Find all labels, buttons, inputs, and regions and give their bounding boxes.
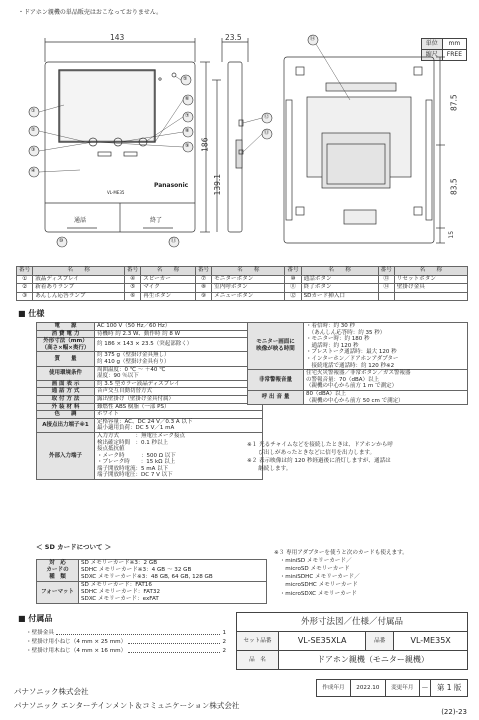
table-row <box>37 380 263 388</box>
table-row <box>37 432 263 479</box>
table-row: ① 液晶ディスプレイ ④ スピーカー ⑦ モニターボタン ⑩ 通話ボタン ⑬ リセットボタン <box>17 275 468 284</box>
table-row <box>37 418 263 432</box>
table-row: フォーマット SD メモリーカード：FAT16 SDHC メモリーカード：FAT32 SDXC メモリーカード：exFAT <box>37 581 267 603</box>
changed-value: ― <box>419 680 430 697</box>
table-row: ② 新着ありランプ ⑤ マイク ⑧ 室内呼ボタン ⑪ 終了ボタン ⑭ 壁掛け金具 <box>17 284 468 293</box>
spec-value: 難燃性 ABS 樹脂（一部 PS） <box>95 403 263 411</box>
callout-6: ⑥ <box>185 96 190 102</box>
unit-label: 単位 <box>421 39 442 50</box>
company-name-1: パナソニック株式会社 <box>14 687 89 696</box>
list-item: ・壁掛金具 1 <box>26 630 226 636</box>
spec-key: モニター画面に 映像が映る時間 <box>248 323 304 370</box>
table-row <box>37 330 263 338</box>
spec-value: 80（dBA）以上 （親機の中心から前方 50 cm で測定） <box>304 390 468 404</box>
list-item: ・壁掛け用小ねじ（4 mm × 25 mm） 2 <box>26 638 226 645</box>
dim-depth: 23.5 <box>225 33 242 42</box>
spec-value: 約 3.5 型カラー液晶ディスプレイ <box>95 380 263 388</box>
table-row <box>248 323 468 370</box>
callout-8: ⑧ <box>185 128 190 134</box>
brand-logo: Panasonic <box>154 182 189 189</box>
spec-key: 外部入力端子 <box>37 432 95 479</box>
callout-10: ⑩ <box>59 238 64 244</box>
sd-title: ＜ SD カードについて ＞ <box>36 543 112 551</box>
document-number: (22)-23 <box>441 708 467 716</box>
spec-value: 定格容量：AC、DC 24 V／0.3 A 以下 最小適用負荷：DC 5 V／1 mA <box>95 418 263 432</box>
table-row <box>37 366 263 380</box>
spec-value: 入力方式 ：無電圧メーク接点 検出確定時間 ：0.1 秒以上 接点抵抗値 ・メーク時 ：500 Ω 以下 ・ブレーク時 ：15 kΩ 以上 端子開放時電流：5 mA 以下 端子開放時電圧：DC 7 V 以下 <box>95 432 263 479</box>
dim-width: 143 <box>110 33 125 42</box>
unit-value: mm <box>442 39 466 50</box>
changed-label: 変更年月 <box>385 680 419 697</box>
spec-value: 待機時 約 2.3 W、動作時 約 8 W <box>95 330 263 338</box>
accessories-title: ■ 付属品 <box>18 614 53 623</box>
spec-value: AC 100 V（50 Hz／60 Hz） <box>95 323 263 331</box>
part-label: 品番 <box>366 632 394 651</box>
callout-13: ⑬ <box>264 130 270 136</box>
table-row: ③ あんしん応答ランプ ⑥ 再生ボタン ⑨ メニューボタン ⑫ SDカード挿入口 <box>17 292 468 301</box>
model-label: VL-ME35 <box>107 190 125 195</box>
callout-5: ⑤ <box>183 76 188 82</box>
spec-value: 周囲温度：0 ℃ ～ ＋40 ℃ 湿度：90 ％以下 <box>95 366 263 380</box>
table-row <box>37 323 263 331</box>
table-row <box>37 352 263 366</box>
title-block-title: 外形寸法図／仕様／付属品 <box>237 613 468 632</box>
spec-key: 質 量 <box>37 352 95 366</box>
spec-value: 露出壁掛け（壁掛け金具付属） <box>95 395 263 403</box>
spec-value: 約 186 × 143 × 23.5（突起部除く） <box>95 338 263 352</box>
spec-key: 使用環境条件 <box>37 366 95 380</box>
created-label: 作成年月 <box>317 680 351 697</box>
callout-12: ⑫ <box>264 114 270 120</box>
dim-r2: 83.5 <box>449 178 459 196</box>
created-value: 2022.10 <box>350 680 385 697</box>
callout-11: ⑪ <box>171 238 177 244</box>
scale-value: FREE <box>442 50 466 61</box>
spec-value: 約 375 g（壁掛け金具無し） 約 410 g（壁掛け金具有り） <box>95 352 263 366</box>
spec-notes: ※１ 光るチャイムなどを接続したときは、ドアホンから呼 び出しがあったときなどに信号を出力します。 ※２ 表示映像は約 120 秒経過後に消灯しますが、通話は 継続します。 <box>247 442 393 473</box>
table-row <box>248 370 468 391</box>
header-note: ・ドアホン親機の単品販売はおこなっておりません。 <box>18 9 163 16</box>
spec-key: 呼 出 音 量 <box>248 390 304 404</box>
spec-key: 電 源 <box>37 323 95 331</box>
spec-key: 色 調 <box>37 411 95 419</box>
sd-note: ※３ 専用アダプターを使うと次のカードも使えます。 ・miniSD メモリーカード／ microSD メモリーカード ・miniSDHC メモリーカード／ microSDHC メモリーカード ・microSDXC メモリーカード <box>274 550 408 597</box>
name-label: 品 名 <box>237 651 279 670</box>
table-row <box>37 411 263 419</box>
dim-r3: 15 <box>448 230 456 239</box>
list-item: ・壁掛け用木ねじ（4 mm × 16 mm） 2 <box>26 647 226 654</box>
table-row <box>37 338 263 352</box>
spec-key: 外形寸法（mm） （高さ×幅×奥行） <box>37 338 95 352</box>
callout-3: ③ <box>31 147 36 153</box>
spec-key: 非常警報音量 <box>248 370 304 391</box>
spec-title: ■ 仕様 <box>18 309 45 318</box>
part-value: VL-ME35X <box>394 632 468 651</box>
spec-value: 音声交互自動切替方式 <box>95 388 263 396</box>
parts-table <box>16 266 468 301</box>
spec-key: 消 費 電 力 <box>37 330 95 338</box>
spec-value: ホワイト <box>95 411 263 419</box>
title-block <box>236 612 468 670</box>
company-name-2: パナソニック エンターテインメント＆コミュニケーション株式会社 <box>14 701 240 710</box>
scale-label: 縮尺 <box>421 50 442 61</box>
spec-key: 画 面 表 示 <box>37 380 95 388</box>
spec-key: 通 話 方 式 <box>37 388 95 396</box>
table-row <box>37 388 263 396</box>
accessories-list <box>26 629 226 656</box>
table-row <box>37 395 263 403</box>
table-row: 対 応 カードの 種 類 SD メモリーカード※3：2 GB SDHC メモリーカード※3：4 GB ～ 32 GB SDXC メモリーカード※3：48 GB, 64 GB, 128 GB <box>37 560 267 582</box>
dim-height2: 139.1 <box>213 173 223 196</box>
table-row <box>37 403 263 411</box>
dim-r1: 87.5 <box>449 94 459 112</box>
callout-9: ⑨ <box>185 143 190 149</box>
table-row <box>248 390 468 404</box>
callout-4: ④ <box>31 168 36 174</box>
spec-value: 住宅火災警報器／非常ボタン／ガス警報器 の警報音量：70（dBA）以上 （親機の中心から前方 1 m で測定） <box>304 370 468 391</box>
callout-1: ① <box>31 108 36 114</box>
lcd-display <box>59 70 155 142</box>
end-button-label: 終了 <box>150 217 163 224</box>
spec-key: 外 装 材 料 <box>37 403 95 411</box>
dim-height: 186 <box>200 137 210 152</box>
callout-14: ⑭ <box>310 36 316 42</box>
spec-key: A接点出力端子※1 <box>37 418 95 432</box>
set-label: セット品番 <box>237 632 279 651</box>
talk-button-label: 通話 <box>74 217 87 224</box>
revision-block <box>316 679 468 697</box>
callout-7: ⑦ <box>185 113 190 119</box>
parts-table-header: 番号 名 称 番号 名 称 番号 名 称 番号 名 称 番号 名 称 <box>17 267 468 276</box>
spec-table-left <box>36 322 263 480</box>
spec-table-right <box>247 322 468 405</box>
callout-2: ② <box>31 127 36 133</box>
spec-key: 取 付 方 法 <box>37 395 95 403</box>
set-value: VL-SE35XLA <box>279 632 366 651</box>
spec-value: ・着信時：約 30 秒 （あんしん応答時：約 35 秒） ・モニター時：約 180 秒 通話時：約 120 秒 ・プレストーク通話時：最大 120 秒 ・インターホン／ドアホンアダプター 接続電話で通話時：約 120 秒※2 <box>304 323 468 370</box>
edition: 第 1 版 <box>431 680 468 697</box>
sd-table <box>36 559 267 604</box>
dimension-drawing <box>0 34 479 256</box>
name-value: ドアホン親機（モニター親機） <box>279 651 468 670</box>
